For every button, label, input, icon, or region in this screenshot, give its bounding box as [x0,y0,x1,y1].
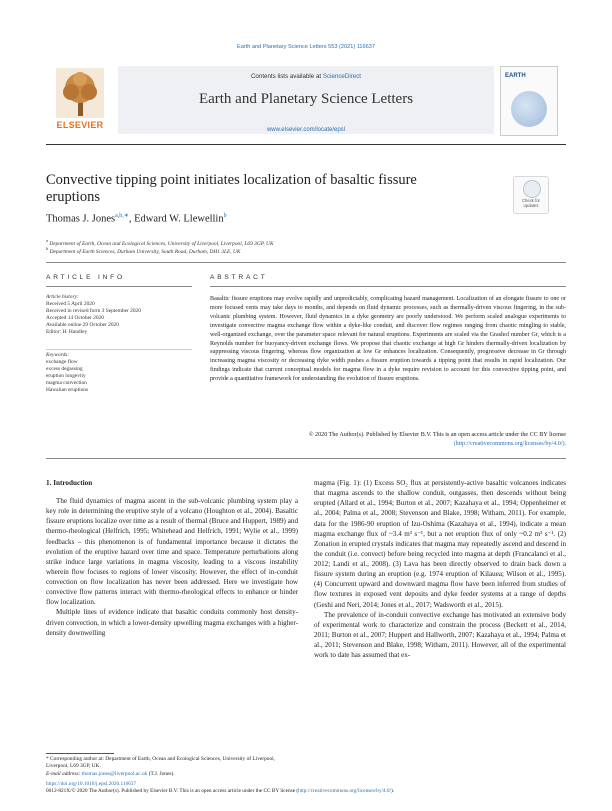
sciencedirect-link[interactable]: ScienceDirect [322,73,362,80]
author-email-link[interactable]: thomas.jones@liverpool.ac.uk [81,770,148,777]
keyword-item: excess degassing [46,365,83,372]
abstract-heading: ABSTRACT [210,274,268,281]
section-heading-introduction: 1. Introduction [46,479,93,487]
history-item: Received in revised form 3 September 2020 [46,307,141,314]
author-list [46,212,227,225]
header-divider [46,144,566,145]
journal-banner [118,66,494,134]
divider [46,458,566,459]
history-label: Article history: [46,294,79,300]
affiliation-a: $^a$ Department of Earth, Ocean and Ecological Sciences, University of Liverpool, Liverpool, L69 3GP, UK [46,238,274,247]
keyword-item: eruption longevity [46,372,86,379]
cc-license-link[interactable]: http://creativecommons.org/licenses/by/4.0/ [298,788,392,795]
publisher-logo-text: ELSEVIER [56,120,104,130]
keyword-item: exchange flow [46,358,78,365]
divider [46,349,192,350]
copyright-line: 0012-821X/© 2020 The Author(s). Published by Elsevier B.V. This is an open access article under the CC BY license (http://creativecommons.org/licenses/by/4.0/). [46,788,395,795]
affiliation-b: $^b$ Department of Earth Sciences, Durham University, South Road, Durham, DH1 3LE, UK [46,246,241,255]
paper-title-line-2: eruptions [46,189,100,205]
body-paragraph: magma (Fig. 1): (1) Excess SO₂ flux at persistently-active basaltic volcanoes indicates that magma ascends to the shallow conduit, outgasses, then descends without being erupted (Allard et al., 1994; Burton et al., 2007; Kazahaya et al., 1994; Oppenheimer et al., 2004; Palma et al., 2008; Stevenson and Blake, 1998; Witham, 2011). For example, data for the 1986-90 eruption of Izu-Oshima (Kazahaya et al., 1994), indicate a mean magma exchange flux of ~3.4 m³ s⁻¹, but a net eruption flux of only ~0.2 m³ s⁻¹. (2) Zonation in erupted crystals indicates that magma may repeatedly ascend and descend in the conduit (i.e. convect) before being recycled into magma at depth (Francalanci et al., 2012; Landi et al., 2008). (3) Lava has been directly observed to drain back down a fissure system during an eruption (e.g. 1974 eruption of Kilauea; Wilson et al., 1995). (4) Concurrent upward and downward magma flow have been inferred from studies of flow textures in exposed vent deposits and dyke feeder systems at a range of depths (Geshi and Neri, 2014; Jones et al., 2017; Wadsworth et al., 2015). [314,479,566,609]
cover-image-icon [511,91,547,127]
doi-and-copyright [46,781,566,795]
history-item: Accepted 14 October 2020 [46,314,104,321]
doi-link[interactable]: https://doi.org/10.1016/j.epsl.2020.116637 [46,781,137,787]
divider [46,262,566,263]
check-for-updates-button[interactable] [513,176,549,214]
tree-icon [56,68,104,118]
keywords [46,352,192,393]
license-link[interactable]: (http://creativecommons.org/licenses/by/4.0/). [453,440,566,447]
footnote-divider [46,753,114,754]
license-text: © 2020 The Author(s). Published by Elsevier B.V. This is an open access article under the CC BY license [308,432,566,438]
body-paragraph: The fluid dynamics of magma ascent in the sub-volcanic plumbing system play a key role in determining the eruptive style of a volcano (Houghton et al., 2004). Basaltic fissure eruptions localize over time as a result of thermal (Bruce and Huppert, 1989) and thermo-rheological (Helfrich, 1995; Whitehead and Helfrich, 1991; Wylie et al., 1999) feedbacks – this phenomenon is of fundamental importance because it dictates the evolution of the eruptive hazard over time and space. Temperature perturbations along strike induce large variations in magma viscosity, leading to a viscous instability wherein flow focuses to regions of lower viscosity. However, the effect of in-conduit convection on flow localization has never been addressed. Here we investigate how convective flow patterns interact with thermo-rheological effects to enhance or hinder flow localization. [46,497,298,607]
body-paragraph: The prevalence of in-conduit convective exchange has motivated an extensive body of experimental work to characterize and constrain the process (Beckett et al., 2014, 2011; Burton et al., 2007; Huppert and Hallworth, 2007; Kazahaya et al., 1994; Palma et al., 2011; Stevenson and Blake, 1998; Witham, 2011). However, all of the experimental work to date has assumed that ex- [314,610,566,660]
journal-cover-thumbnail[interactable] [500,66,558,136]
divider [46,286,192,287]
footnote-text: * Corresponding author at: Department of Earth, Ocean and Ecological Sciences, University of Liverpool, Liverpool, L69 3GP, UK. [46,756,276,770]
history-item: Received 5 April 2020 [46,300,95,307]
history-item: Editor: H. Handley [46,328,88,335]
article-history [46,294,192,335]
author-separator: , [128,213,135,225]
body-column-left [46,496,298,638]
update-icon [523,180,541,198]
license-notice [210,431,566,449]
body-paragraph: Multiple lines of evidence indicate that basaltic conduits commonly host density-driven convection, in which a lower-density upwelling magma exchanges with a higher-density downwelling [46,608,298,637]
author-affiliation-marks[interactable]: a,b,∗ [115,213,129,219]
elsevier-logo[interactable] [46,66,114,134]
abstract-text: Basaltic fissure eruptions may evolve rapidly and unpredictably, complicating hazard management. Localization of an elongate fissure to one or more focused vents may take days to months, and depends on fluid dynamic processes, such as thermally-driven viscous fingering, in the sub-volcanic plumbing system. However, fluid dynamics in a dyke geometry are poorly understood. We perform scaled analogue experiments to investigate convective magma exchange flow within a dyke-like conduit, and discover flow regimes ranging from chaotic mingling to stable, well-organized exchange, over the parameter space relevant for natural eruptions. Experiments are scaled via the Grashof number Gr, which is a Reynolds number for buoyancy-driven exchange flows. We propose that chaotic exchange at high Gr hinders thermally-driven localization by suppressing viscous fingering, whereas flow organization at low Gr enhances localization. Consequently, progressive decrease in Gr through increasing magma viscosity or decreasing dyke width pushes a fissure eruption towards a tipping point that results in rapid localization. Our findings indicate that current conceptual models for magma flow in a dyke require revision to account for this convective tipping point, and provide a quantitative framework for understanding the evolution of fissure eruptions. [210,296,566,383]
journal-homepage-link[interactable]: www.elsevier.com/locate/epsl [266,127,346,133]
journal-title: Earth and Planetary Science Letters [198,91,414,107]
keyword-item: magma convection [46,379,87,386]
article-info-heading: ARTICLE INFO [46,274,125,281]
author-affiliation-marks[interactable]: b [223,213,227,219]
cover-title: EARTH [505,73,526,79]
check-for-updates-label: Check for updates [522,198,540,208]
paper-title-line-1: Convective tipping point initiates localization of basaltic fissure [46,172,417,188]
author-name[interactable]: Edward W. Llewellin [134,213,224,225]
divider [210,286,566,287]
author-name[interactable]: Thomas J. Jones [46,213,116,225]
keywords-label: Keywords: [46,352,70,358]
email-line: E-mail address: thomas.jones@liverpool.ac.uk (T.J. Jones). [46,770,175,777]
body-column-right [314,478,566,660]
contents-prefix: Contents lists available at [250,73,323,80]
corresponding-author-footnote [46,756,298,778]
journal-citation-ref[interactable]: Earth and Planetary Science Letters 553 (2021) 116637 [237,44,375,50]
history-item: Available online 29 October 2020 [46,321,119,328]
keyword-item: Hawaiian eruptions [46,386,89,393]
contents-line [118,73,494,80]
paper-title [46,172,506,206]
